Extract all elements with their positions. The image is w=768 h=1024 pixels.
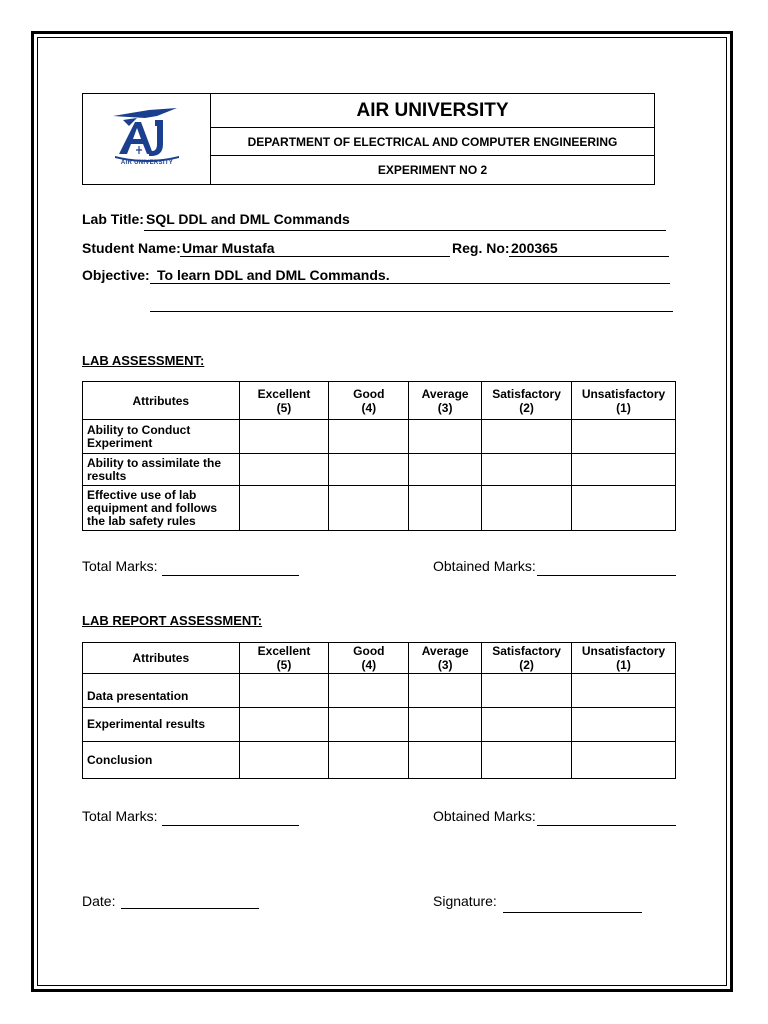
col-satisfactory: Satisfactory (2) bbox=[482, 643, 572, 674]
score-cell[interactable] bbox=[239, 708, 329, 742]
col-average: Average (3) bbox=[409, 643, 482, 674]
header-table bbox=[82, 93, 655, 185]
lab-assessment-table bbox=[82, 381, 676, 531]
attribute-cell: Ability to Conduct Experiment bbox=[83, 420, 240, 454]
objective-underline-2 bbox=[150, 311, 673, 312]
signature-line[interactable] bbox=[503, 912, 642, 913]
score-cell[interactable] bbox=[409, 742, 482, 779]
lab-total-marks-label: Total Marks: bbox=[82, 558, 158, 574]
attribute-cell: Experimental results bbox=[83, 708, 240, 742]
lab-assessment-header-row bbox=[83, 382, 676, 420]
table-row bbox=[83, 486, 676, 531]
report-assessment-header-row bbox=[83, 643, 676, 674]
col-satisfactory: Satisfactory (2) bbox=[482, 382, 572, 420]
student-name-label: Student Name: bbox=[82, 240, 181, 256]
reg-no-value[interactable]: 200365 bbox=[511, 240, 558, 256]
report-total-marks-label: Total Marks: bbox=[82, 808, 158, 824]
score-cell[interactable] bbox=[409, 420, 482, 454]
score-cell[interactable] bbox=[239, 420, 329, 454]
attribute-cell: Data presentation bbox=[83, 674, 240, 708]
score-cell[interactable] bbox=[572, 742, 676, 779]
report-obtained-marks-label: Obtained Marks: bbox=[433, 808, 536, 824]
col-attributes: Attributes bbox=[83, 382, 240, 420]
score-cell[interactable] bbox=[409, 486, 482, 531]
score-cell[interactable] bbox=[409, 454, 482, 486]
score-cell[interactable] bbox=[482, 674, 572, 708]
score-cell[interactable] bbox=[239, 674, 329, 708]
table-row bbox=[83, 742, 676, 779]
col-unsatisfactory: Unsatisfactory (1) bbox=[572, 382, 676, 420]
score-cell[interactable] bbox=[329, 708, 409, 742]
report-obtained-marks-line[interactable] bbox=[537, 825, 676, 826]
objective-label: Objective: bbox=[82, 267, 150, 283]
table-row bbox=[83, 454, 676, 486]
score-cell[interactable] bbox=[572, 454, 676, 486]
student-name-value[interactable]: Umar Mustafa bbox=[182, 240, 275, 256]
table-row bbox=[83, 420, 676, 454]
score-cell[interactable] bbox=[329, 454, 409, 486]
col-average: Average (3) bbox=[409, 382, 482, 420]
report-total-marks-line[interactable] bbox=[162, 825, 299, 826]
lab-title-value[interactable]: SQL DDL and DML Commands bbox=[146, 211, 350, 227]
score-cell[interactable] bbox=[482, 486, 572, 531]
score-cell[interactable] bbox=[482, 742, 572, 779]
col-unsatisfactory: Unsatisfactory (1) bbox=[572, 643, 676, 674]
lab-obtained-marks-label: Obtained Marks: bbox=[433, 558, 536, 574]
attribute-cell: Effective use of lab equipment and follows the lab safety rules bbox=[83, 486, 240, 531]
col-excellent: Excellent (5) bbox=[239, 643, 329, 674]
student-name-underline bbox=[180, 256, 450, 257]
lab-obtained-marks-line[interactable] bbox=[537, 575, 676, 576]
lab-assessment-title: LAB ASSESSMENT: bbox=[82, 353, 205, 368]
attribute-cell: Ability to assimilate the results bbox=[83, 454, 240, 486]
signature-label: Signature: bbox=[433, 893, 497, 909]
score-cell[interactable] bbox=[482, 708, 572, 742]
score-cell[interactable] bbox=[572, 674, 676, 708]
score-cell[interactable] bbox=[572, 708, 676, 742]
experiment-number: EXPERIMENT NO 2 bbox=[377, 163, 488, 177]
objective-underline-1 bbox=[150, 283, 670, 284]
col-excellent: Excellent (5) bbox=[239, 382, 329, 420]
department-name: DEPARTMENT OF ELECTRICAL AND COMPUTER ENGINEERING bbox=[211, 128, 654, 156]
score-cell[interactable] bbox=[482, 420, 572, 454]
lab-report-assessment-table bbox=[82, 642, 676, 779]
logo-text: AIR UNIVERSITY bbox=[120, 160, 174, 166]
logo-cell bbox=[83, 94, 211, 184]
score-cell[interactable] bbox=[329, 486, 409, 531]
lab-total-marks-line[interactable] bbox=[162, 575, 299, 576]
score-cell[interactable] bbox=[329, 674, 409, 708]
date-line[interactable] bbox=[121, 908, 259, 909]
score-cell[interactable] bbox=[409, 708, 482, 742]
table-row bbox=[83, 674, 676, 708]
objective-value[interactable]: To learn DDL and DML Commands. bbox=[157, 267, 390, 283]
university-name: AIR UNIVERSITY bbox=[211, 94, 654, 128]
score-cell[interactable] bbox=[239, 486, 329, 531]
score-cell[interactable] bbox=[409, 674, 482, 708]
date-label: Date: bbox=[82, 893, 116, 909]
table-row bbox=[83, 708, 676, 742]
attribute-cell: Conclusion bbox=[83, 742, 240, 779]
lab-report-assessment-title: LAB REPORT ASSESSMENT: bbox=[82, 613, 263, 628]
score-cell[interactable] bbox=[239, 454, 329, 486]
col-attributes: Attributes bbox=[83, 643, 240, 674]
lab-title-underline bbox=[144, 230, 666, 231]
col-good: Good (4) bbox=[329, 643, 409, 674]
score-cell[interactable] bbox=[572, 420, 676, 454]
air-university-logo-icon bbox=[109, 106, 185, 162]
col-good: Good (4) bbox=[329, 382, 409, 420]
reg-no-label: Reg. No: bbox=[452, 240, 510, 256]
score-cell[interactable] bbox=[239, 742, 329, 779]
score-cell[interactable] bbox=[572, 486, 676, 531]
reg-no-underline bbox=[509, 256, 669, 257]
score-cell[interactable] bbox=[329, 420, 409, 454]
lab-title-label: Lab Title: bbox=[82, 211, 144, 227]
score-cell[interactable] bbox=[482, 454, 572, 486]
score-cell[interactable] bbox=[329, 742, 409, 779]
